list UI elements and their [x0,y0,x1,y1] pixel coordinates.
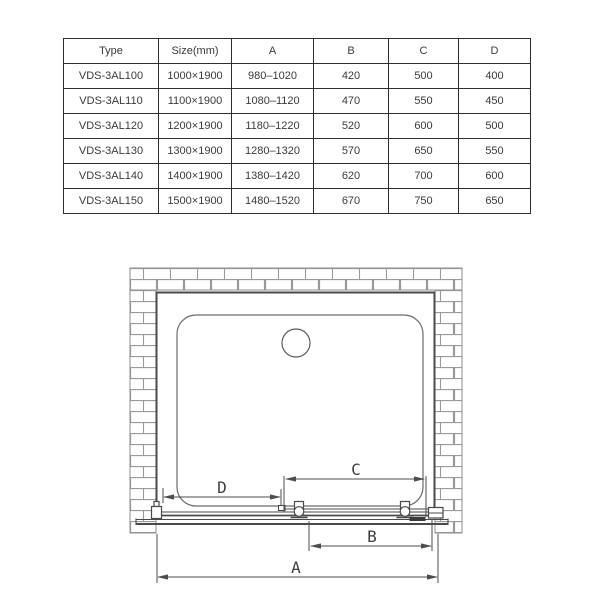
cell-d: 650 [459,189,531,214]
cell-b: 470 [314,89,389,114]
brick-wall-right [435,290,462,533]
cell-d: 600 [459,164,531,189]
cell-type: VDS-3AL120 [64,114,159,139]
brick-wall [130,268,462,533]
cell-a: 1280–1320 [232,139,314,164]
cell-type: VDS-3AL110 [64,89,159,114]
dimension-d-label: D [217,478,227,497]
cell-d: 500 [459,114,531,139]
door-stopper [410,517,426,521]
wall-bracket-right [429,508,444,519]
cell-c: 500 [389,64,459,89]
cell-a: 980–1020 [232,64,314,89]
cell-a: 1480–1520 [232,189,314,214]
cell-c: 750 [389,189,459,214]
cell-c: 700 [389,164,459,189]
brick-wall-top [130,268,462,290]
cell-type: VDS-3AL140 [64,164,159,189]
cell-a: 1080–1120 [232,89,314,114]
cell-a: 1180–1220 [232,114,314,139]
cell-b: 620 [314,164,389,189]
col-header-size: Size(mm) [159,39,232,64]
col-header-b: B [314,39,389,64]
cell-b: 670 [314,189,389,214]
brick-wall-left [130,290,156,533]
col-header-c: C [389,39,459,64]
cell-size: 1000×1900 [159,64,232,89]
cell-d: 400 [459,64,531,89]
cell-c: 550 [389,89,459,114]
cell-b: 570 [314,139,389,164]
dimension-b-label: B [367,527,377,546]
cell-size: 1100×1900 [159,89,232,114]
col-header-a: A [232,39,314,64]
cell-size: 1500×1900 [159,189,232,214]
cell-c: 650 [389,139,459,164]
cell-type: VDS-3AL100 [64,64,159,89]
dimension-c-label: C [351,460,361,479]
cell-size: 1300×1900 [159,139,232,164]
cell-c: 600 [389,114,459,139]
bottom-rail [136,519,448,526]
cell-type: VDS-3AL150 [64,189,159,214]
col-header-d: D [459,39,531,64]
cell-size: 1400×1900 [159,164,232,189]
cell-d: 450 [459,89,531,114]
drain-circle [282,329,310,357]
cell-b: 520 [314,114,389,139]
col-header-type: Type [64,39,159,64]
cell-size: 1200×1900 [159,114,232,139]
cell-d: 550 [459,139,531,164]
cell-b: 420 [314,64,389,89]
cell-type: VDS-3AL130 [64,139,159,164]
cell-a: 1380–1420 [232,164,314,189]
dimension-a-label: A [291,558,301,577]
